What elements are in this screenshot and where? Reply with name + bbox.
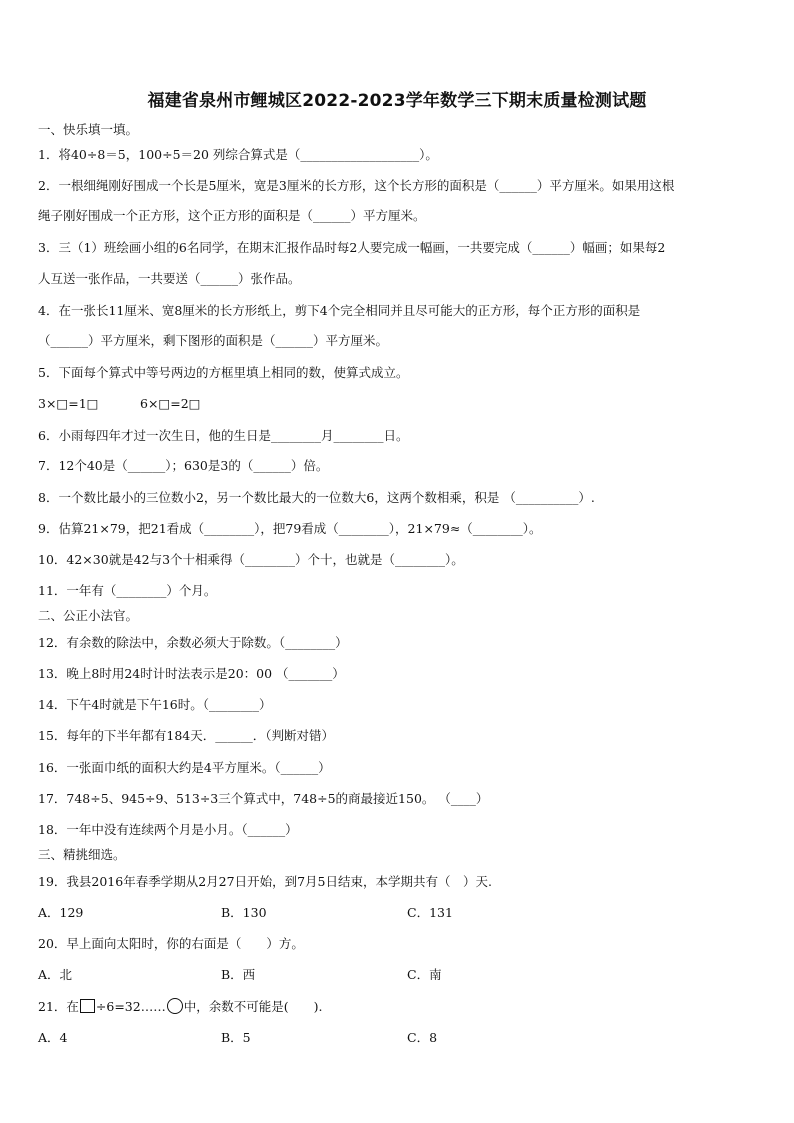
question-8: 8．一个数比最小的三位数小2，另一个数比最大的一位数大6，这两个数相乘，积是 （__________）. bbox=[38, 490, 595, 505]
question-17: 17．748÷5、945÷9、513÷3三个算式中，748÷5的商最接近150。 （____） bbox=[38, 791, 489, 806]
question-4-line-1: 4．在一张长11厘米、宽8厘米的长方形纸上，剪下4个完全相同并且尽可能大的正方形，每个正方形的面积是 bbox=[38, 303, 641, 318]
question-12: 12．有余数的除法中，余数必须大于除数。（________） bbox=[38, 635, 348, 650]
question-11: 11．一年有（________）个月。 bbox=[38, 583, 217, 598]
question-4-line-2: （______）平方厘米，剩下图形的面积是（______）平方厘米。 bbox=[38, 333, 389, 348]
question-10: 10．42×30就是42与3个十相乘得（________）个十，也就是（________）。 bbox=[38, 552, 464, 567]
question-16: 16．一张面巾纸的面积大约是4平方厘米。（______） bbox=[38, 760, 331, 775]
question-20-option-a: A．北 bbox=[38, 967, 73, 982]
question-5-equation-1: 3×□=1□ bbox=[38, 396, 99, 411]
question-15: 15．每年的下半年都有184天．______．（判断对错） bbox=[38, 728, 335, 743]
question-20-option-b: B．西 bbox=[221, 967, 256, 982]
question-19: 19．我县2016年春季学期从2月27日开始，到7月5日结束，本学期共有（ ）天. bbox=[38, 874, 492, 889]
question-21 bbox=[38, 998, 322, 1016]
question-21-suffix: 中，余数不可能是( ). bbox=[183, 999, 323, 1014]
question-21-option-b: B．5 bbox=[221, 1030, 251, 1045]
page-title: 福建省泉州市鲤城区2022-2023学年数学三下期末质量检测试题 bbox=[147, 91, 647, 111]
question-9: 9．估算21×79，把21看成（________），把79看成（________），21×79≈（________）。 bbox=[38, 521, 542, 536]
question-2-line-2: 绳子刚好围成一个正方形，这个正方形的面积是（______）平方厘米。 bbox=[38, 208, 426, 223]
question-21-option-a: A．4 bbox=[38, 1030, 68, 1045]
question-5: 5．下面每个算式中等号两边的方框里填上相同的数，使算式成立。 bbox=[38, 365, 409, 380]
section-heading-choice: 三、精挑细选。 bbox=[38, 847, 126, 862]
question-6: 6．小雨每四年才过一次生日，他的生日是________月________日。 bbox=[38, 428, 409, 443]
question-21-option-c: C．8 bbox=[407, 1030, 438, 1045]
question-21-prefix: 21．在 bbox=[38, 999, 79, 1014]
question-19-option-b: B．130 bbox=[221, 905, 267, 920]
question-20-option-c: C．南 bbox=[407, 967, 442, 982]
question-13: 13．晚上8时用24时计时法表示是20：00 （_______） bbox=[38, 666, 345, 681]
question-7: 7．12个40是（______）；630是3的（______）倍。 bbox=[38, 458, 329, 473]
question-3-line-2: 人互送一张作品，一共要送（______）张作品。 bbox=[38, 271, 301, 286]
question-19-option-c: C．131 bbox=[407, 905, 453, 920]
question-19-option-a: A．129 bbox=[38, 905, 84, 920]
question-5-equation-2: 6×□=2□ bbox=[140, 396, 201, 411]
question-20: 20．早上面向太阳时，你的右面是（ ）方。 bbox=[38, 936, 304, 951]
section-heading-judge: 二、公正小法官。 bbox=[38, 608, 139, 623]
question-14: 14．下午4时就是下午16时。（________） bbox=[38, 697, 272, 712]
question-1: 1．将40÷8＝5，100÷5＝20 列综合算式是（___________________）。 bbox=[38, 147, 438, 162]
question-21-middle: ÷6=32…… bbox=[95, 999, 166, 1014]
blank-square-box bbox=[80, 999, 95, 1013]
blank-circle-shape bbox=[167, 998, 183, 1014]
question-18: 18．一年中没有连续两个月是小月。（______） bbox=[38, 822, 298, 837]
question-3-line-1: 3．三（1）班绘画小组的6名同学，在期末汇报作品时每2人要完成一幅画，一共要完成（______）幅画；如果每2 bbox=[38, 240, 666, 255]
question-2-line-1: 2．一根细绳刚好围成一个长是5厘米，宽是3厘米的长方形，这个长方形的面积是（______）平方厘米。如果用这根 bbox=[38, 178, 675, 193]
section-heading-fill: 一、快乐填一填。 bbox=[38, 122, 139, 137]
